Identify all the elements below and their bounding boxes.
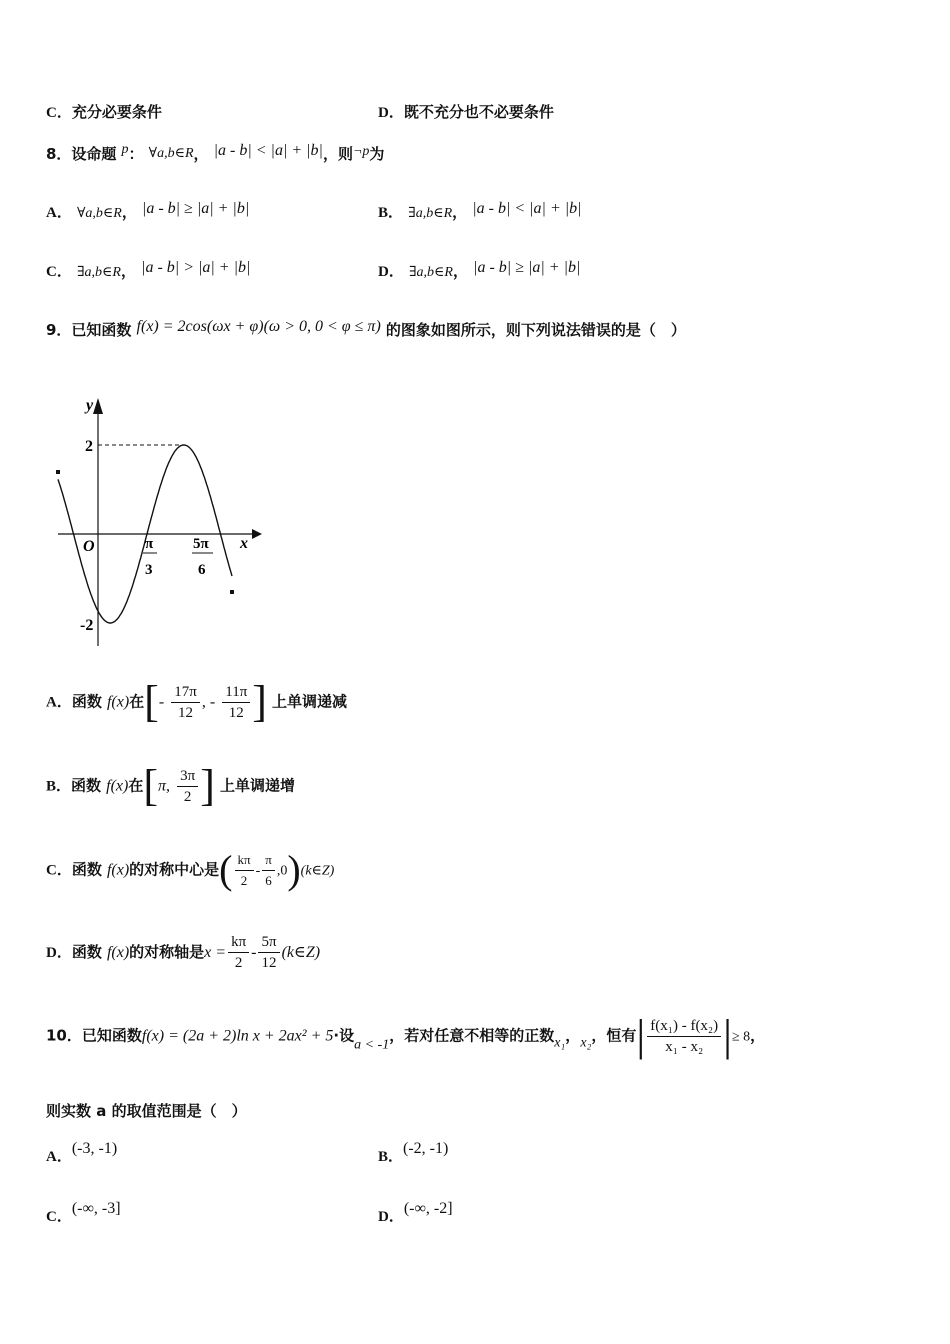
y-axis-arrow — [93, 398, 103, 414]
y-max-label: 2 — [85, 438, 93, 455]
q9-a-left-fraction: $\frac{17\pi}{12}$ — [171, 682, 200, 723]
q10-option-c: C．(-∞, -3] — [46, 1200, 121, 1225]
q9-option-d: D．函数 f(x)的对称轴是x = $\frac{k\pi}{2}$ - $\frac{5\pi}{12}$ (k∈Z) — [46, 934, 321, 971]
q10-option-b: B．(-2, -1) — [378, 1140, 449, 1165]
x2-numerator: 5π — [193, 536, 209, 552]
q10-option-d: D．(-∞, -2] — [378, 1200, 453, 1225]
curve-start-point — [56, 470, 60, 474]
q8-option-d: D． ∃a,b∈R， |a - b| ≥ |a| + |b| — [378, 259, 581, 280]
q9-option-b: B．函数 f(x)在[π, $\frac{3\pi}{2}$ ] 上单调递增 — [46, 761, 295, 810]
x1-numerator: π — [145, 536, 154, 552]
x-axis-label: x — [240, 535, 248, 552]
q10-difference-quotient: $\frac{\text{f(x₁) - f(x₂)}}{\text{x₁ - x₂}}$ — [647, 1016, 721, 1057]
q8-option-c: C． ∃a,b∈R， |a - b| > |a| + |b| — [46, 259, 251, 280]
q9-c-fraction-2: $\frac{\pi}{6}$ — [262, 850, 275, 891]
q9-c-fraction-1: $\frac{k\pi}{2}$ — [235, 850, 254, 891]
q9-option-a: A．函数 f(x)在[- $\frac{17\pi}{12}$ , - $\frac{11\pi}{12}$ ] 上单调递减 — [46, 677, 348, 726]
x-axis-arrow — [252, 529, 262, 539]
curve-end-point — [230, 590, 234, 594]
q8-option-a: A． ∀a,b∈R， |a - b| ≥ |a| + |b| — [46, 200, 250, 221]
x1-denominator: 3 — [145, 562, 153, 578]
q7-option-c: C．充分必要条件 — [46, 103, 162, 121]
y-axis-label: y — [86, 397, 94, 414]
y-min-label: -2 — [80, 617, 94, 634]
q9-d-fraction-2: $\frac{5\pi}{12}$ — [258, 932, 279, 973]
q8-stem: 8．设命题 p： ∀a,b∈R， |a - b| < |a| + |b|，则¬p为 — [46, 142, 385, 163]
q7-option-d: D．既不充分也不必要条件 — [378, 103, 554, 121]
q8-option-b: B． ∃a,b∈R， |a - b| < |a| + |b| — [378, 200, 582, 221]
x2-denominator: 6 — [198, 562, 206, 578]
q9-b-fraction: $\frac{3\pi}{2}$ — [177, 766, 198, 807]
q9-cosine-graph — [40, 388, 270, 658]
q9-stem: 9．已知函数 f(x) = 2cos(ωx + φ)(ω > 0, 0 < φ ≤ π) 的图象如图所示，则下列说法错误的是（ ） — [46, 318, 686, 339]
q10-stem: 10．已知函数f(x) = (2a + 2)ln x + 2ax² + 5·设a < -1，若对任意不相等的正数x₁，x₂，恒有| $\frac{\text{f(x₁) - f(x₂)}}{\text{x₁ - x₂}}$ |≥ 8， — [46, 1011, 766, 1060]
q10-stem-line2: 则实数 a 的取值范围是（ ） — [46, 1102, 247, 1120]
q9-a-right-fraction: $\frac{11\pi}{12}$ — [222, 682, 250, 723]
origin-label: O — [83, 538, 95, 555]
q9-d-fraction-1: $\frac{k\pi}{2}$ — [228, 932, 249, 973]
q9-option-c: C．函数 f(x)的对称中心是( $\frac{k\pi}{2}$ - $\frac{\pi}{6}$ ,0)(k∈Z) — [46, 847, 335, 892]
q10-option-a: A．(-3, -1) — [46, 1140, 118, 1165]
